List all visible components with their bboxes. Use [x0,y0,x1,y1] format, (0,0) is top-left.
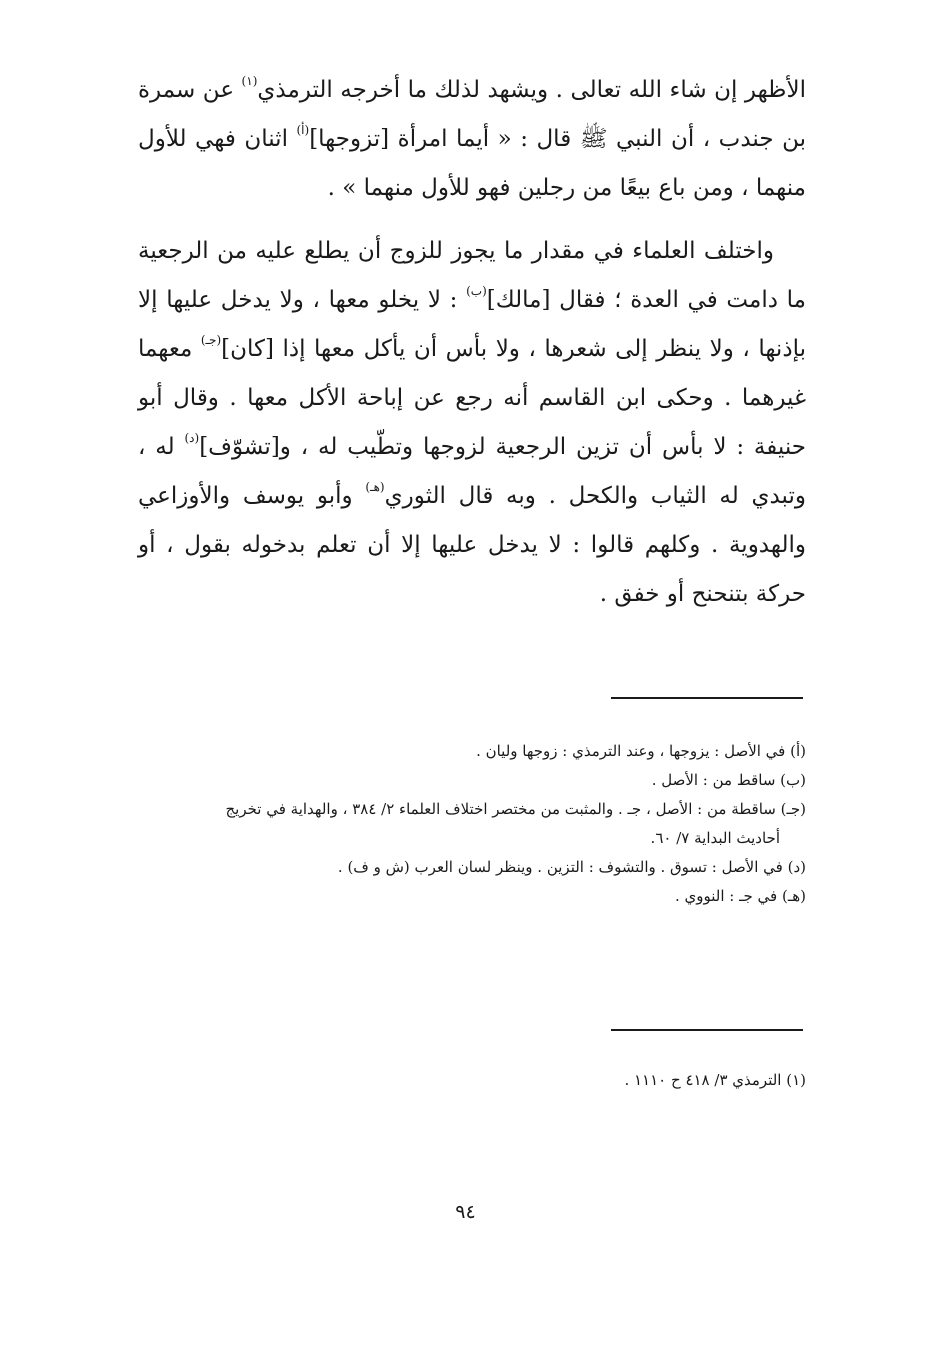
text-segment: معهما غيرهما . وحكى ابن القاسم أنه رجع عن إباحة الأكل معها . وقال أبو حنيفة : لا بأس أن تزين الرجعية لزوجها وتطّيب له ، و[تشوّف] [138,336,806,460]
footnote-marker: (أ) [296,123,310,137]
footnote: (هـ) في جـ : النووي . [674,887,806,905]
main-text [138,66,806,619]
footnote-marker: (جـ) [200,333,222,347]
footnote: (١) الترمذي ٣/ ٤١٨ ح ١١١٠ . [624,1071,806,1089]
footnote-marker: (١) [241,74,258,88]
text-segment: وأبو يوسف والأوزاعي والهدوية . وكلهم قالوا : لا يدخل عليها إلا أن تعلم بدخوله بقول ، أو حركة بتنحنح أو خفق . [138,483,806,607]
text-segment: له ، وتبدي له الثياب والكحل . وبه قال الثوري [138,434,806,509]
text-segment: اثنان فهي للأول منهما ، ومن باع بيعًا من رجلين فهو للأول منهما » . [138,126,806,201]
footnote: أحاديث البداية ٧/ ٦٠. [650,829,780,847]
footnote-marker: (ب) [466,284,487,298]
footnote: (جـ) ساقطة من : الأصل ، جـ . والمثبت من مختصر اختلاف العلماء ٢/ ٣٨٤ ، والهداية في تخريج [225,800,806,818]
footnote: (أ) في الأصل : يزوجها ، وعند الترمذي : زوجها وليان . [476,742,806,760]
footnote-marker: (هـ) [365,480,385,494]
paragraph [138,66,806,213]
footnote: (ب) ساقط من : الأصل . [651,771,806,789]
paragraph [138,227,806,619]
footnote-separator-variants [611,697,803,699]
footnote-marker: (د) [184,431,200,445]
page-number: ٩٤ [455,1201,476,1223]
text-segment: واختلف العلماء في مقدار ما يجوز للزوج أن يطلع عليه من الرجعية ما دامت في العدة ؛ فقال [مالك] [138,238,806,313]
text-segment: عن سمرة بن جندب ، أن النبي ﷺ قال : « أيما امرأة [تزوجها] [138,77,806,152]
footnote-separator-sources [611,1029,803,1031]
text-segment: : لا يخلو معها ، ولا يدخل عليها إلا بإذنها ، ولا ينظر إلى شعرها ، ولا بأس أن يأكل معها إذا [كان] [138,287,806,362]
footnote: (د) في الأصل : تسوق . والتشوف : التزين . وينظر لسان العرب (ش و ف) . [337,858,806,876]
text-segment: الأظهر إن شاء الله تعالى . ويشهد لذلك ما أخرجه الترمذي [257,77,806,103]
source-footnotes [138,1066,806,1095]
variant-footnotes [138,737,806,911]
